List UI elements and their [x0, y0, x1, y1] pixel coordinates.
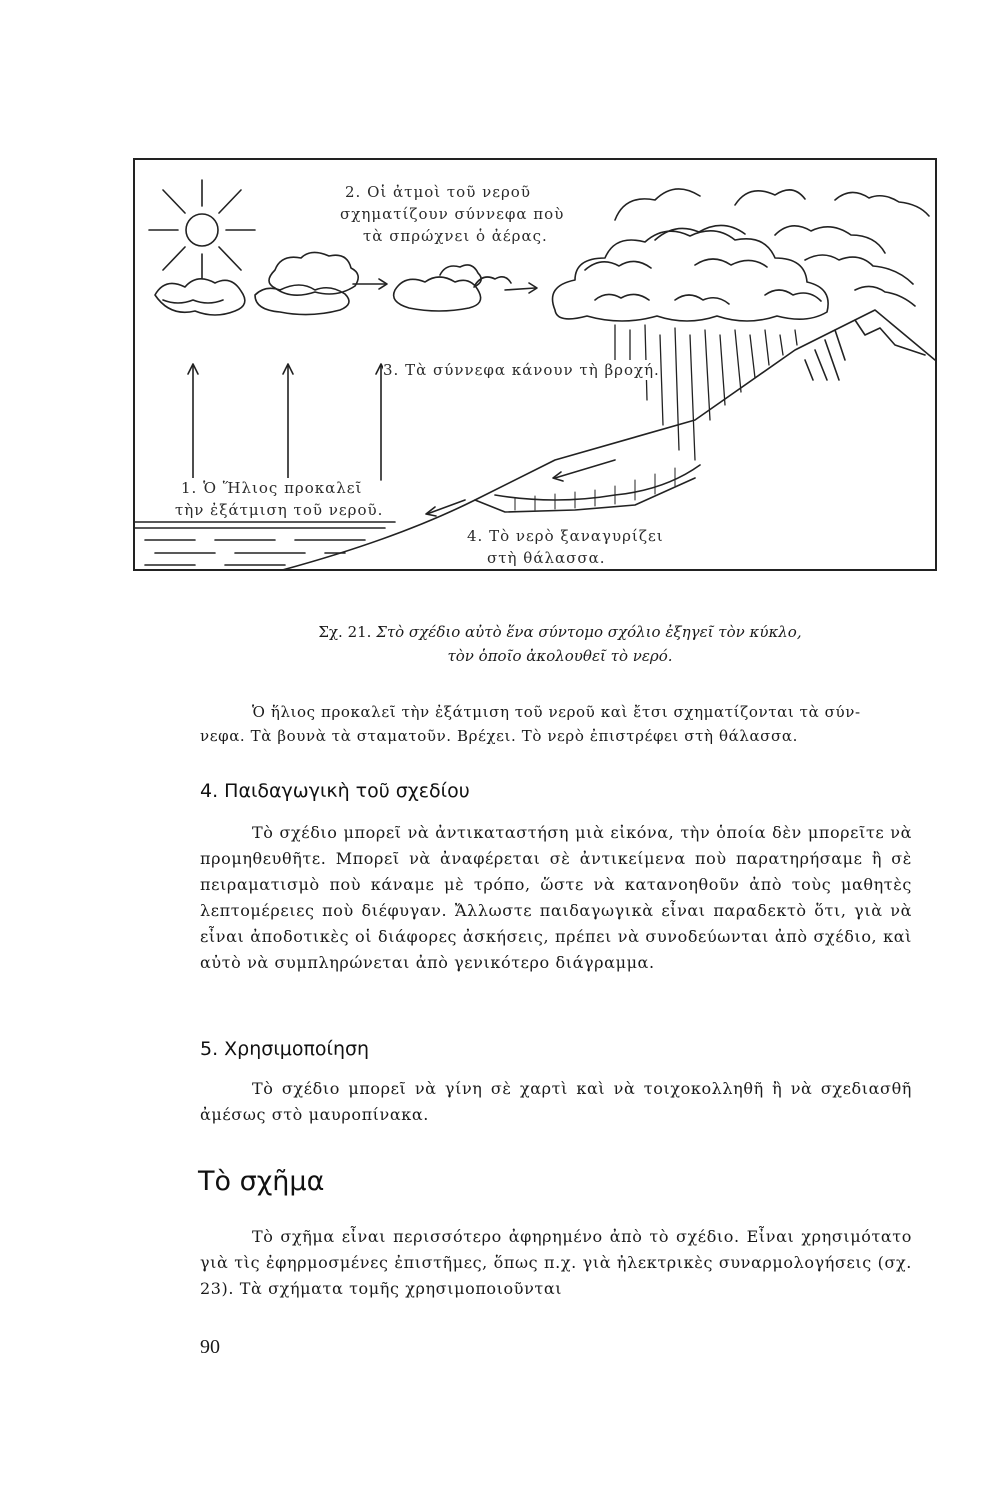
label-1-line2: τὴν ἐξάτμιση τοῦ νεροῦ. [175, 501, 384, 519]
runoff-icon [426, 460, 700, 516]
section-5-body: Τὸ σχέδιο μπορεῖ νὰ γίνη σὲ χαρτὶ καὶ νὰ τοιχοκολληθῆ ἢ νὰ σχεδιασθῆ ἀμέσως στὸ μαυροπίνακα. [200, 1079, 912, 1124]
label-4-line1: 4. Τὸ νερὸ ξαναγυρίζει [467, 527, 664, 545]
figure-caption [200, 620, 920, 668]
storm-clouds-icon [553, 189, 930, 321]
caption-line1: Στὸ σχέδιο αὐτὸ ἕνα σύντομο σχόλιο ἐξηγεῖ τὸν κύκλο, [376, 623, 802, 641]
label-2-line3: τὰ σπρώχνει ὁ ἀέρας. [363, 227, 548, 245]
shape-body: Τὸ σχῆμα εἶναι περισσότερο ἀφηρημένο ἀπὸ τὸ σχέδιο. Εἶναι χρησιμότατο γιὰ τὶς ἐφηρμοσμένες ἐπιστῆμες, ὅπως π.χ. γιὰ ἠλεκτρικὲς συναρμολογήσεις (σχ. 23). Τὰ σχήματα τομῆς χρησιμοποιοῦνται [200, 1227, 912, 1298]
sea-icon [135, 522, 395, 565]
evaporation-arrows-icon [188, 364, 386, 480]
comment-line2: νεφα. Τὰ βουνὰ τὰ σταματοῦν. Βρέχει. Τὸ νερὸ ἐπιστρέφει στὴ θάλασσα. [200, 727, 798, 745]
shape-heading: Τὸ σχῆμα [198, 1166, 325, 1197]
rain-icon [615, 325, 797, 460]
label-2-line2: σχηματίζουν σύννεφα ποὺ [340, 205, 565, 223]
label-4-line2: στὴ θάλασσα. [487, 549, 606, 567]
page-number: 90 [200, 1336, 220, 1358]
label-2-line1: 2. Οἱ ἀτμοὶ τοῦ νεροῦ [345, 183, 531, 201]
caption-number: Σχ. 21. [318, 623, 372, 641]
section-4-heading: 4. Παιδαγωγικὴ τοῦ σχεδίου [200, 780, 470, 802]
cloud-row-icon [155, 252, 511, 315]
comment-line1: Ὁ ἥλιος προκαλεῖ τὴν ἐξάτμιση τοῦ νεροῦ καὶ ἔτσι σχηματίζονται τὰ σύν- [252, 703, 861, 721]
sun-icon [149, 180, 255, 278]
label-3: 3. Τὰ σύννεφα κάνουν τὴ βροχή. [383, 361, 660, 379]
water-cycle-figure [133, 158, 937, 571]
caption-line2: τὸν ὁποῖο ἀκολουθεῖ τὸ νερό. [447, 647, 673, 665]
section-5-heading: 5. Χρησιμοποίηση [200, 1038, 370, 1060]
label-1-line1: 1. Ὁ Ἥλιος προκαλεῖ [181, 479, 363, 497]
section-4-body: Τὸ σχέδιο μπορεῖ νὰ ἀντικαταστήση μιὰ εἰκόνα, τὴν ὁποία δὲν μπορεῖτε νὰ προμηθευθῆτε. Μπορεῖ νὰ ἀναφέρεται σὲ ἀντικείμενα ποὺ παρατηρήσαμε ἢ σὲ πειραματισμὸ ποὺ κάναμε μὲ τρόπο, ὥστε νὰ κατανοηθοῦν ἀπὸ τοὺς μαθητὲς λεπτομέρειες ποὺ διέφυγαν. Ἄλλωστε παιδαγωγικὰ εἶναι παραδεκτὸ ὅτι, γιὰ νὰ εἶναι ἀποδοτικὲς οἱ διάφορες ἀσκήσεις, πρέπει νὰ συνοδεύωνται ἀπὸ σχέδιο, καὶ αὐτὸ νὰ συμπληρώνεται ἀπὸ γενικότερο διάγραμμα. [200, 823, 912, 972]
figure-comment [200, 700, 920, 748]
